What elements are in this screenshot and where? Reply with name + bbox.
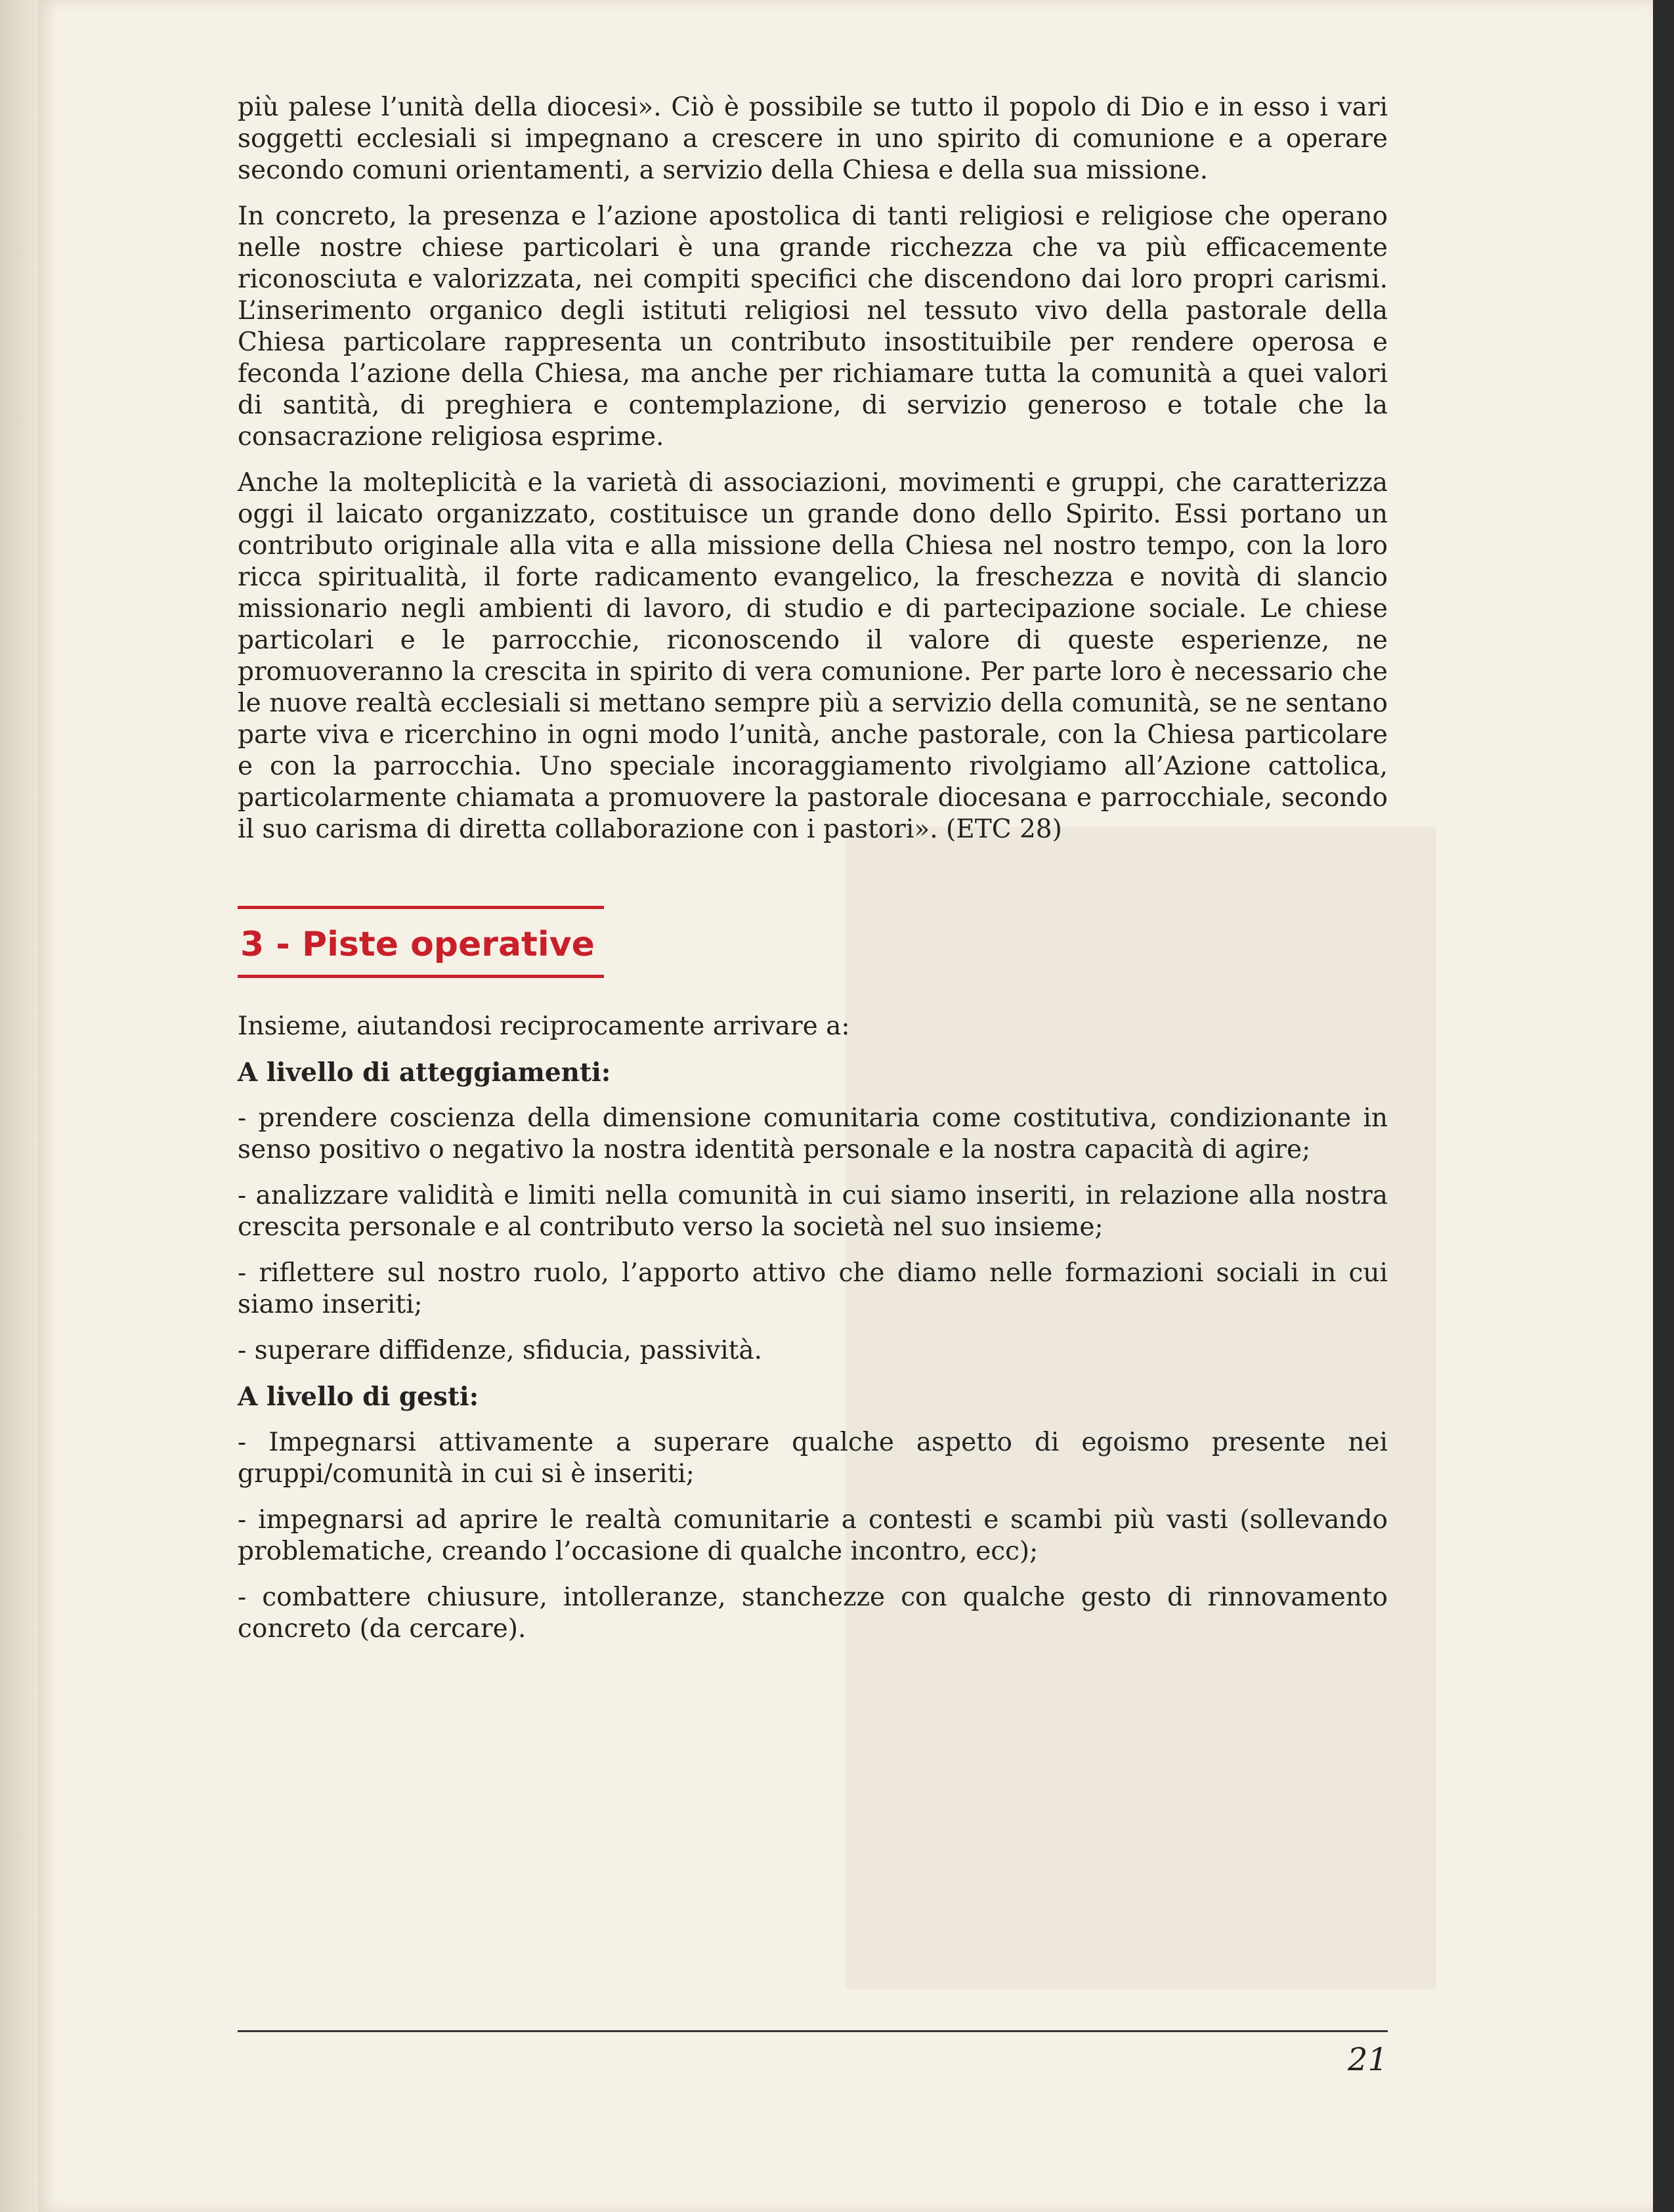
attitude-item-2: - analizzare validità e limiti nella comunità in cui siamo inseriti, in relazione alla nostra crescita personale e al contributo verso la società nel suo insieme; [238, 1181, 1388, 1242]
gesture-item-3: - combattere chiusure, intolleranze, stanchezze con qualche gesto di rinnovamento concreto (da cercare). [238, 1583, 1388, 1644]
main-text-column [238, 92, 1388, 1659]
paragraph-2: In concreto, la presenza e l’azione apostolica di tanti religiosi e religiose che operano nelle nostre chiese particolari è una grande ricchezza che va più efficacemente riconosciuta e valorizzata, nei compiti specifici che discendono dai loro propri carismi. L’inserimento organico degli istituti religiosi nel tessuto vivo della pastorale della Chiesa particolare rappresenta un contributo insostituibile per rendere operosa e feconda l’azione della Chiesa, ma anche per richiamare tutta la comunità a quei valori di santità, di preghiera e contemplazione, di servizio generoso e totale che la consacrazione religiosa esprime. [238, 202, 1388, 452]
footer-rule [238, 2030, 1388, 2032]
gestures-heading: A livello di gesti: [238, 1382, 479, 1412]
attitude-item-3: - riflettere sul nostro ruolo, l’apporto attivo che diamo nelle formazioni sociali in cui siamo inseriti; [238, 1258, 1388, 1319]
attitude-item-4: - superare diffidenze, sfiducia, passività. [238, 1336, 762, 1365]
page-number: 21 [1347, 2041, 1388, 2078]
paragraph-3: Anche la molteplicità e la varietà di associazioni, movimenti e gruppi, che caratterizza oggi il laicato organizzato, costituisce un grande dono dello Spirito. Essi portano un contributo originale alla vita e alla missione della Chiesa nel nostro tempo, con la loro ricca spiritualità, il forte radicamento evangelico, la freschezza e novità di slancio missionario negli ambienti di lavoro, di studio e di partecipazione sociale. Le chiese particolari e le parrocchie, riconoscendo il valore di queste esperienze, ne promuoveranno la crescita in spirito di vera comunione. Per parte loro è necessario che le nuove realtà ecclesiali si mettano sempre più a servizio della comunità, se ne sentano parte viva e ricerchino in ogni modo l’unità, anche pastorale, con la Chiesa particolare e con la parrocchia. Uno speciale incoraggiamento rivolgiamo all’Azione cattolica, particolarmente chiamata a promuovere la pastorale diocesana e parrocchiale, secondo il suo carisma di diretta collaborazione con i pastori». (ETC 28) [238, 468, 1388, 844]
section-heading: 3 - Piste operative [238, 906, 604, 978]
gesture-item-1: - Impegnarsi attivamente a superare qualche aspetto di egoismo presente nei gruppi/comunità in cui si è inseriti; [238, 1428, 1388, 1489]
attitudes-heading: A livello di atteggiamenti: [238, 1057, 611, 1088]
section-intro: Insieme, aiutandosi reciprocamente arrivare a: [238, 1011, 850, 1041]
attitude-item-1: - prendere coscienza della dimensione comunitaria come costitutiva, condizionante in senso positivo o negativo la nostra identità personale e la nostra capacità di agire; [238, 1103, 1388, 1164]
paragraph-1: più palese l’unità della diocesi». Ciò è possibile se tutto il popolo di Dio e in esso i vari soggetti ecclesiali si impegnano a crescere in uno spirito di comunione e a operare secondo comuni orientamenti, a servizio della Chiesa e della sua missione. [238, 93, 1388, 185]
gesture-item-2: - impegnarsi ad aprire le realtà comunitarie a contesti e scambi più vasti (sollevando problematiche, creando l’occasione di qualche incontro, ecc); [238, 1505, 1388, 1566]
binding-shadow [0, 0, 38, 2212]
